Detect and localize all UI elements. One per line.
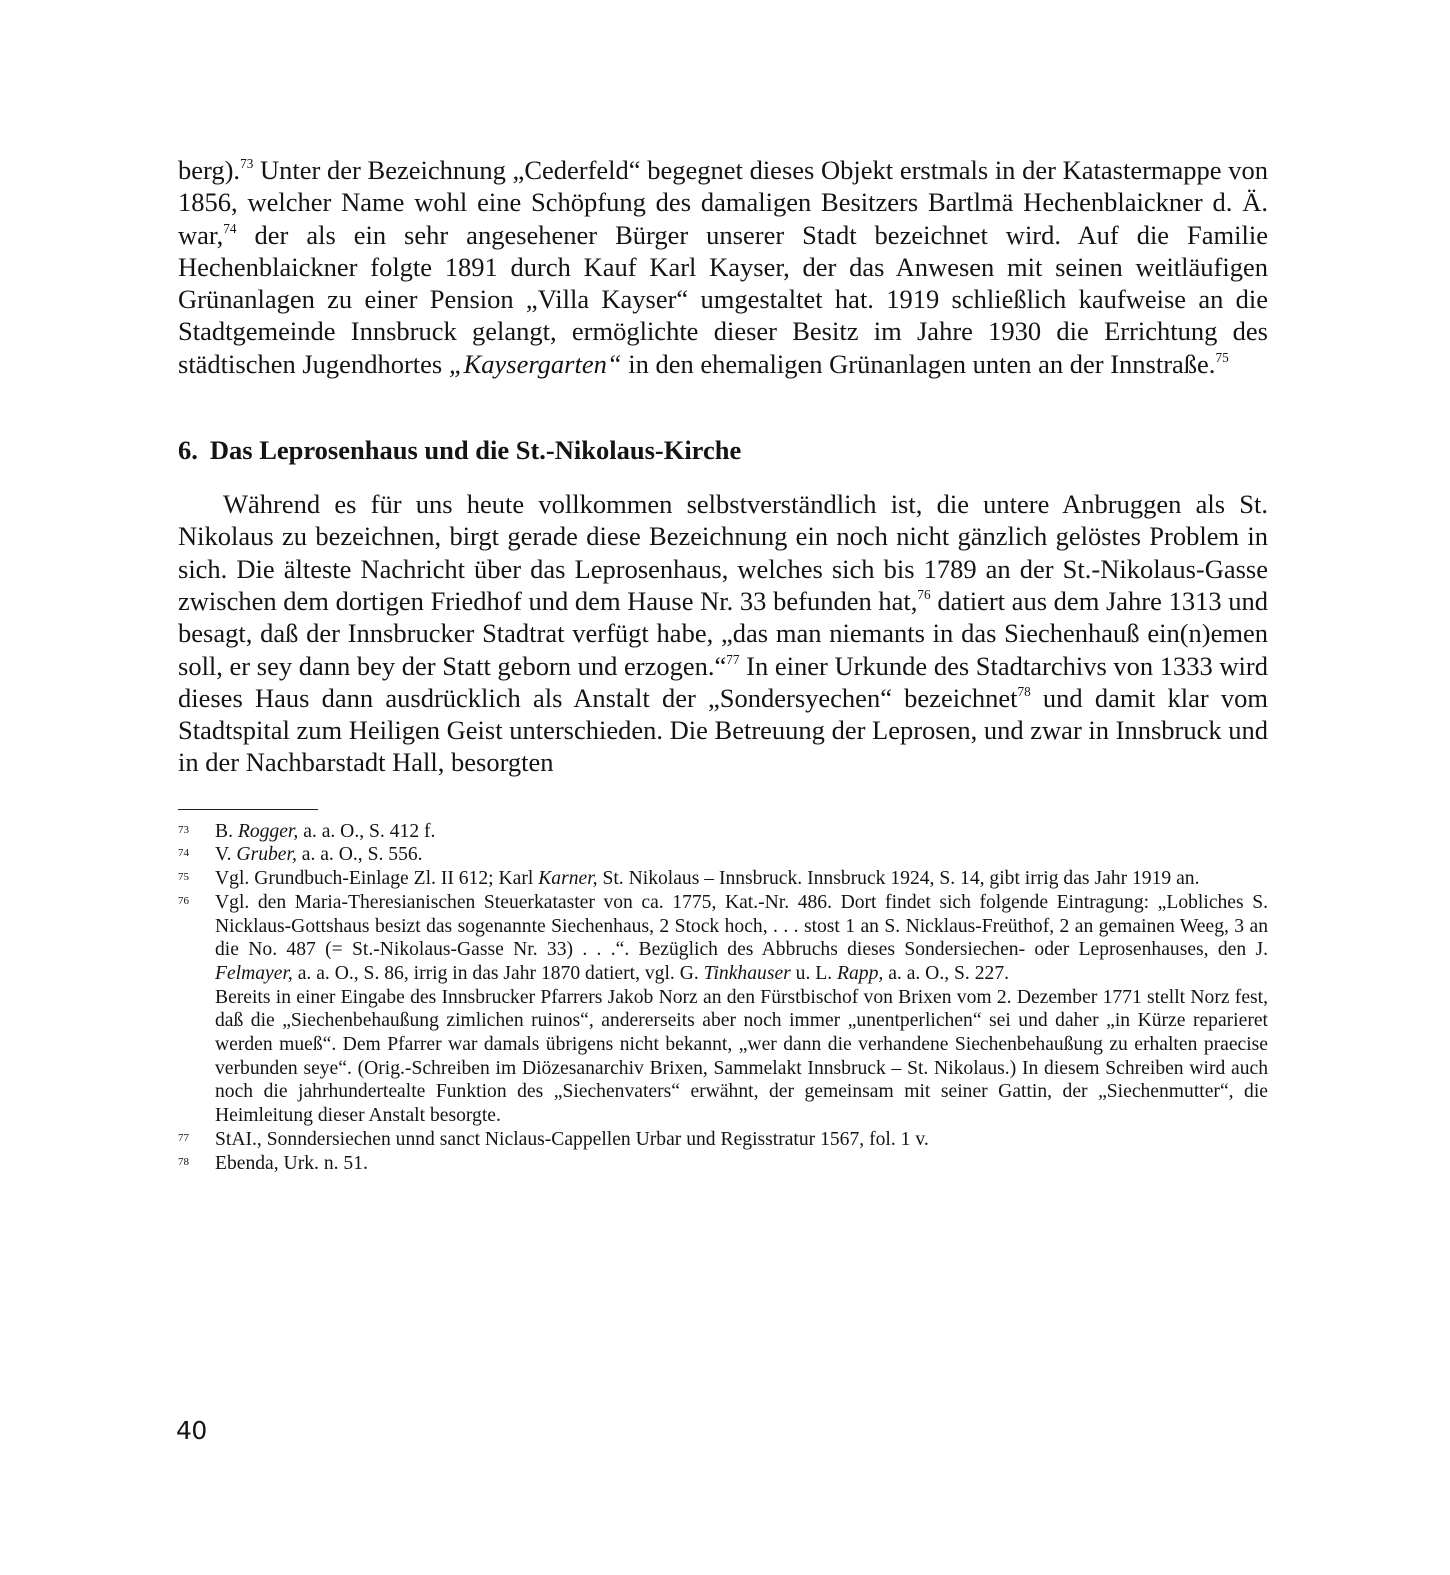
footnote-ref-78: 78 (1017, 683, 1031, 699)
text-run: StAI., Sonndersiechen unnd sanct Niclaus-Cappellen Urbar und Regisstratur 1567, fol. 1 v. (215, 1128, 929, 1150)
footnote-76-paragraph-1 (215, 891, 1268, 986)
footnote-77 (178, 1128, 1268, 1152)
italic-text: Rapp, (837, 962, 884, 984)
text-run: Unter der Bezeichnung „Cederfeld“ begegnet dieses Objekt erstmals in der Katastermappe von 1856, welcher Name wohl eine Schöpfung des damaligen Besitzers Bartlmä Hechenblaickner d. Ä. war, (178, 155, 1268, 250)
footnote-76 (178, 891, 1268, 1128)
footnote-number: 75 (178, 871, 189, 884)
italic-text: Karner, (538, 868, 598, 890)
footnote-number: 73 (178, 823, 189, 836)
text-run: in den ehemaligen Grünanlagen unten an der Innstraße. (621, 348, 1216, 379)
italic-text: Rogger, (237, 820, 299, 842)
body-paragraph-2 (178, 488, 1268, 779)
text-run: u. L. (790, 962, 838, 984)
italic-text: „Kaysergarten“ (448, 348, 622, 379)
footnote-number: 78 (178, 1155, 189, 1168)
text-run: Vgl. Grundbuch-Einlage Zl. II 612; Karl (215, 868, 539, 890)
footnote-74 (178, 843, 1268, 867)
footnote-ref-74: 74 (223, 220, 237, 236)
footnote-ref-75: 75 (1215, 349, 1229, 365)
text-run: datiert aus dem Jahre 1313 und besagt, daß der Innsbrucker Stadtrat verfügt habe, „das man niemants in das Siechenhauß ein(n)emen soll, er sey dann bey der Statt geborn und erzogen.“ (178, 585, 1268, 681)
footnote-76-paragraph-2: Bereits in einer Eingabe des Innsbrucker Pfarrers Jakob Norz an den Fürstbischof von Brixen vom 2. Dezember 1771 stellt Norz fest, daß die „Siechenbehaußung zimlichen ruinos“, andererseits aber noch immer „unentperlichen“ sei und daher „in Kürze reparieret werden mueß“. Dem Pfarrer war damals übrigens nicht bekannt, „wer dann die verhandene Siechenbehaußung zu erhalten praecise verbunden seye“. (Orig.-Schreiben im Diözesanarchiv Brixen, Sammelakt Innsbruck – St. Nikolaus.) In diesem Schreiben wird auch noch die jahrhundertealte Funktion des „Siechenvaters“ erwähnt, der gemeinsam mit seiner Gattin, der „Siechenmutter“, die Heimleitung dieser Anstalt besorgte. (215, 986, 1268, 1127)
text-run: a. a. O., S. 556. (296, 844, 423, 866)
text-run: St. Nikolaus – Innsbruck. Innsbruck 1924, S. 14, gibt irrig das Jahr 1919 an. (597, 868, 1200, 890)
italic-text: Tinkhauser (703, 962, 791, 984)
footnote-number: 76 (178, 894, 189, 907)
footnote-number: 77 (178, 1131, 189, 1144)
text-run: Vgl. den Maria-Theresianischen Steuerkataster von ca. 1775, Kat.-Nr. 486. Dort findet sich folgende Eintragung: „Lobliches S. Nicklaus-Gottshaus besizt das sogenannte Siechenhaus, 2 Stock hoch, . . . stost 1 an S. Nicklaus-Freüthof, 2 an gemainen Weeg, 3 an die No. 487 (= St.-Nikolaus-Gasse Nr. 33) . . .“. Bezüglich des Abbruchs dieses Sondersiechen- oder Leprosenhauses, den J. (215, 891, 1268, 961)
text-run: Während es für uns heute vollkommen selbstverständlich ist, die untere Anbruggen als St. Nikolaus zu bezeichnen, birgt gerade diese Bezeichnung ein noch nicht gänzlich gelöstes Problem in sich. Die älteste Nachricht über das Leprosenhaus, welches sich bis 1789 an der St.-Nikolaus-Gasse zwischen dem dortigen Friedhof und dem Hause Nr. 33 befunden hat, (178, 489, 1268, 616)
text-run: a. a. O., S. 86, irrig in das Jahr 1870 datiert, vgl. G. (292, 962, 704, 984)
text-run: a. a. O., S. 227. (883, 962, 1010, 984)
footnote-ref-76: 76 (917, 586, 931, 602)
footnote-73 (178, 820, 1268, 844)
footnote-ref-73: 73 (240, 155, 254, 171)
text-run: In einer Urkunde des Stadtarchivs von 1333 wird dieses Haus dann ausdrücklich als Anstalt der „Sondersyechen“ bezeichnet (178, 650, 1268, 713)
text-run: der als ein sehr angesehener Bürger unserer Stadt bezeichnet wird. Auf die Familie Hechenblaickner folgte 1891 durch Kauf Karl Kayser, der das Anwesen mit seinen weitläufigen Grünanlagen zu einer Pension „Villa Kayser“ umgestaltet hat. 1919 schließlich kaufweise an die Stadtgemeinde Innsbruck gelangt, ermöglichte dieser Besitz im Jahre 1930 die Errichtung des städtischen Jugendhortes (178, 219, 1268, 379)
text-run: B. (215, 820, 238, 842)
footnote-ref-77: 77 (726, 651, 740, 667)
text-run: V. (215, 844, 237, 866)
footnotes (178, 820, 1268, 1176)
footnote-78 (178, 1152, 1268, 1176)
text-run: berg). (178, 155, 241, 185)
text-run: a. a. O., S. 412 f. (298, 820, 436, 842)
section-title: Das Leprosenhaus und die St.-Nikolaus-Kirche (209, 435, 742, 466)
section-number: 6. (178, 435, 198, 466)
text-run: Ebenda, Urk. n. 51. (215, 1152, 368, 1174)
footnote-divider (178, 809, 318, 810)
body-paragraph-1 (178, 154, 1268, 380)
text-run: und damit klar vom Stadtspital zum Heiligen Geist unterschieden. Die Betreuung der Leprosen, und zwar in Innsbruck und in der Nachbarstadt Hall, besorgten (178, 682, 1268, 778)
italic-text: Gruber, (236, 844, 297, 866)
footnote-75 (178, 867, 1268, 891)
page-number: 40 (176, 1416, 207, 1445)
section-heading (178, 434, 1268, 466)
italic-text: Felmayer, (215, 962, 293, 984)
footnote-number: 74 (178, 847, 189, 860)
page-content (178, 154, 1268, 1175)
